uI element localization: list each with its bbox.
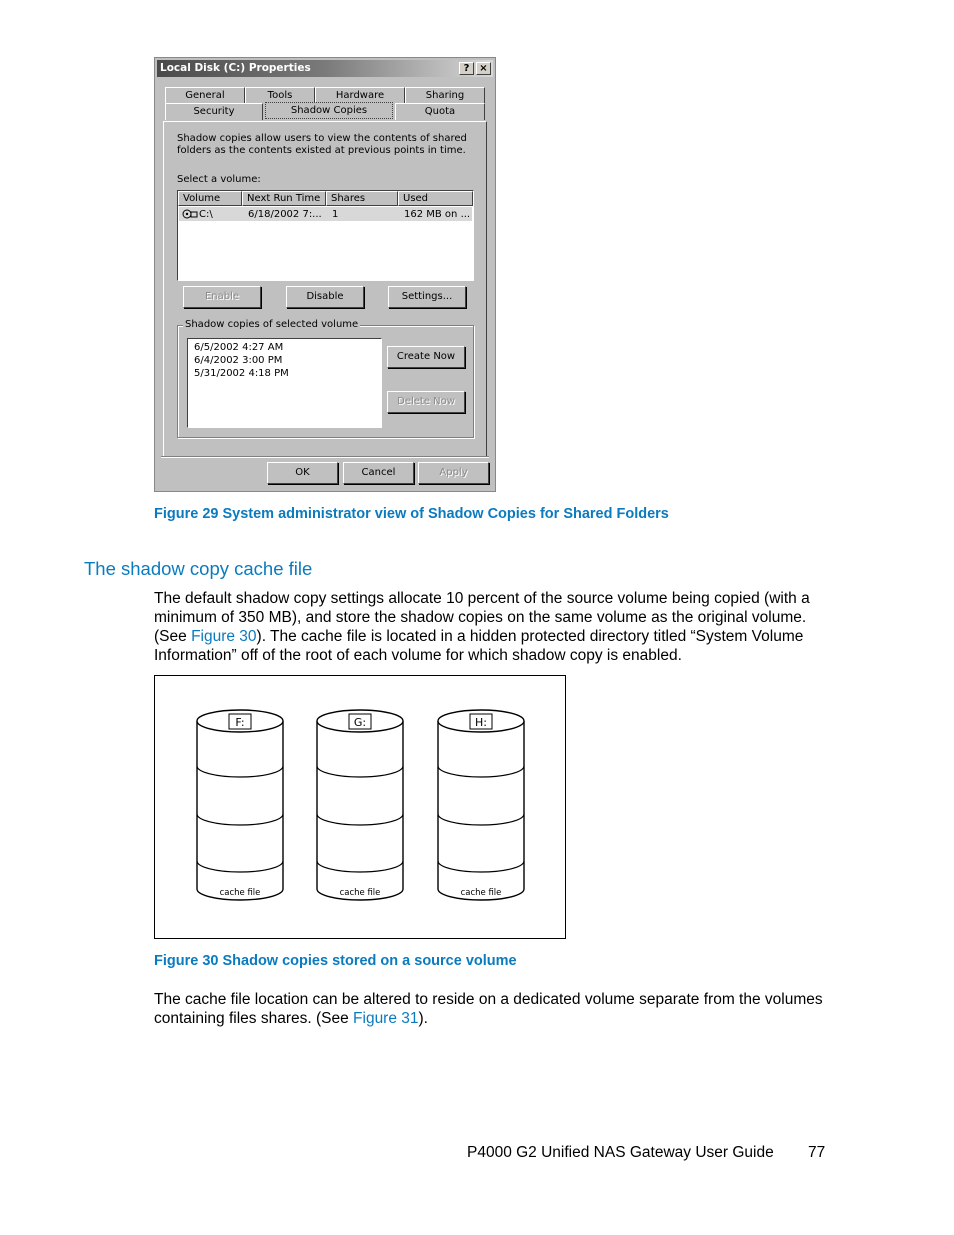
volume-g-cylinder: [317, 710, 403, 900]
column-next-run-time[interactable]: Next Run Time: [242, 191, 326, 206]
dialog-titlebar: [157, 60, 493, 77]
tab-general[interactable]: General: [165, 87, 245, 104]
volume-h-cylinder: [438, 710, 524, 900]
volume-list[interactable]: [177, 190, 474, 281]
figure-30-link[interactable]: Figure 30: [191, 628, 257, 645]
drive-icon: [182, 208, 198, 224]
disable-button[interactable]: Disable: [286, 286, 364, 308]
volume-h-label: H:: [475, 716, 487, 729]
group-label: Shadow copies of selected volume: [185, 319, 359, 330]
paragraph-2-text-a: The cache file location can be altered to reside on a dedicated volume separate from the volumes containing files shares. (See: [154, 991, 823, 1027]
figure-30-caption: Figure 30 Shadow copies stored on a source volume: [154, 953, 517, 969]
dialog-divider: [161, 456, 489, 458]
volume-h-cache-label: cache file: [460, 888, 502, 898]
volume-g-cache-label: cache file: [339, 888, 381, 898]
column-shares[interactable]: Shares: [326, 191, 398, 206]
volume-f-cylinder: [197, 710, 283, 900]
shadow-copies-description: Shadow copies allow users to view the contents of shared folders as the contents existed at previous points in time.: [177, 133, 467, 156]
volume-g-label: G:: [353, 716, 367, 729]
volume-cylinders: [155, 676, 565, 938]
column-volume[interactable]: Volume: [178, 191, 242, 206]
properties-dialog: [154, 57, 496, 492]
paragraph-2-text-b: ).: [418, 1010, 428, 1027]
tab-hardware[interactable]: Hardware: [315, 87, 405, 104]
section-heading: The shadow copy cache file: [84, 558, 313, 579]
figure-31-link[interactable]: Figure 31: [353, 1010, 419, 1027]
volume-f-cache-label: cache file: [219, 888, 261, 898]
figure-29-caption: Figure 29 System administrator view of Shadow Copies for Shared Folders: [154, 506, 669, 522]
shadow-copies-list[interactable]: [187, 338, 382, 428]
paragraph-1: [154, 589, 834, 665]
column-used[interactable]: Used: [398, 191, 473, 206]
row-next-run: 6/18/2002 7:...: [248, 209, 322, 220]
delete-now-button[interactable]: Delete Now: [387, 391, 465, 413]
tab-quota[interactable]: Quota: [395, 103, 485, 120]
row-used: 162 MB on ...: [404, 209, 471, 220]
close-button[interactable]: ×: [476, 62, 491, 75]
help-button[interactable]: ?: [459, 62, 474, 75]
apply-button[interactable]: Apply: [418, 462, 489, 484]
list-item[interactable]: 6/5/2002 4:27 AM: [194, 342, 284, 353]
tab-shadow-copies[interactable]: Shadow Copies: [265, 102, 393, 119]
paragraph-1-text-a: The default shadow copy settings allocate 10 percent of the source volume being copied (with a minimum of 350 MB), and store the shadow copies on the same volume as the original volume. (See: [154, 590, 810, 645]
enable-button[interactable]: Enable: [183, 286, 261, 308]
ok-button[interactable]: OK: [267, 462, 338, 484]
create-now-button[interactable]: Create Now: [387, 346, 465, 368]
row-volume: C:\: [199, 209, 213, 220]
select-volume-label: Select a volume:: [177, 174, 261, 185]
volume-diagram: [154, 675, 566, 939]
paragraph-1-text-b: ). The cache file is located in a hidden protected directory titled “System Volume Information” off of the root of each volume for which shadow copy is enabled.: [154, 628, 804, 664]
list-item[interactable]: 6/4/2002 3:00 PM: [194, 355, 283, 366]
settings-button[interactable]: Settings...: [388, 286, 466, 308]
tab-tools[interactable]: Tools: [245, 87, 315, 104]
cancel-button[interactable]: Cancel: [343, 462, 414, 484]
paragraph-2: [154, 990, 834, 1028]
tab-security[interactable]: Security: [165, 103, 263, 120]
page-number: 77: [808, 1144, 826, 1161]
footer-guide-title: P4000 G2 Unified NAS Gateway User Guide: [467, 1144, 774, 1161]
tab-sharing[interactable]: Sharing: [405, 87, 485, 104]
volume-f-label: F:: [235, 716, 245, 729]
list-item[interactable]: 5/31/2002 4:18 PM: [194, 368, 289, 379]
row-shares: 1: [332, 209, 339, 220]
dialog-title: Local Disk (C:) Properties: [160, 62, 311, 74]
